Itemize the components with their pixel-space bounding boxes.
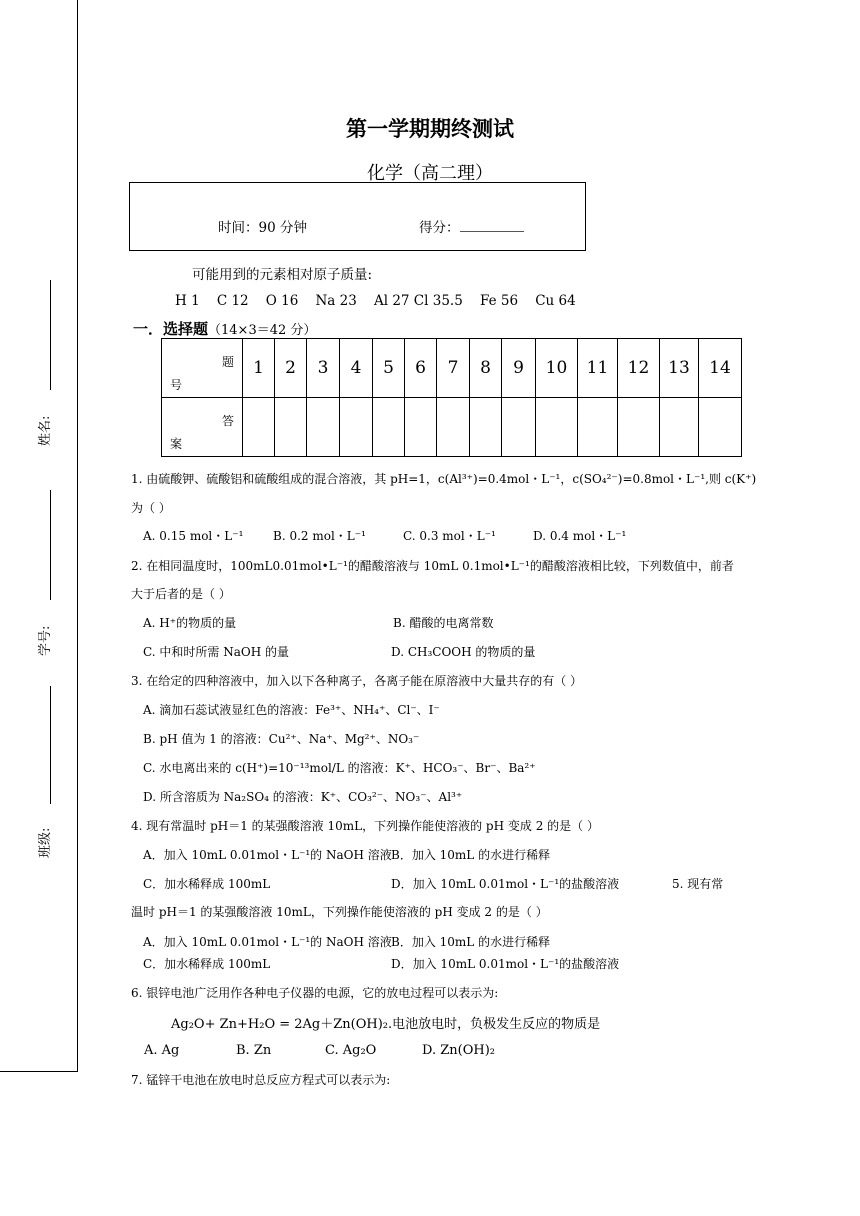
q5-stem-start: 5. 现有常 xyxy=(672,877,724,891)
q4-option-b: B．加入 10mL 的水进行稀释 xyxy=(391,848,551,862)
q4-stem: 4. 现有常温时 pH＝1 的某强酸溶液 10mL，下列操作能使溶液的 pH 变成 2 的是（ ） xyxy=(131,819,599,833)
q3-option-d: D. 所含溶质为 Na₂SO₄ 的溶液：K⁺、CO₃²⁻、NO₃⁻、Al³⁺ xyxy=(143,790,463,804)
q1-stem: 1. 由硫酸钾、硫酸铝和硫酸组成的混合溶液，其 pH=1，c(Al³⁺)=0.4mol・L⁻¹，c(SO₄²⁻)=0.8mol・L⁻¹,则 c(K⁺) xyxy=(131,472,757,486)
q5-option-d: D．加入 10mL 0.01mol・L⁻¹的盐酸溶液 xyxy=(391,957,620,971)
score-blank xyxy=(460,221,524,232)
exam-subtitle: 化学（高二理） xyxy=(367,163,493,184)
q2-option-a: A. H⁺的物质的量 xyxy=(143,616,237,630)
num-cell: 7 xyxy=(437,339,470,398)
q7-stem: 7. 锰锌干电池在放电时总反应方程式可以表示为: xyxy=(131,1073,391,1087)
q1-stem-cont: 为（ ） xyxy=(131,501,171,515)
q6-option-b: B. Zn xyxy=(236,1043,272,1058)
num-cell: 9 xyxy=(502,339,536,398)
masses-list: H 1 C 12 O 16 Na 23 Al 27 Cl 35.5 Fe 56 Cu 64 xyxy=(175,293,576,309)
q1-option-c: C. 0.3 mol・L⁻¹ xyxy=(403,529,496,543)
time-label: 时间：90 分钟 xyxy=(218,220,307,236)
id-label: 学号: xyxy=(38,625,53,656)
q1-option-a: A. 0.15 mol・L⁻¹ xyxy=(143,529,244,543)
id-blank-line xyxy=(50,490,51,600)
num-cell: 14 xyxy=(699,339,742,398)
answer-cell[interactable] xyxy=(470,398,502,457)
header-char-2: 案 xyxy=(170,437,183,451)
answer-cell[interactable] xyxy=(502,398,536,457)
q2-option-d: D. CH₃COOH 的物质的量 xyxy=(391,645,536,659)
answer-cell[interactable] xyxy=(578,398,618,457)
q2-stem-cont: 大于后者的是（ ） xyxy=(131,587,231,601)
q6-option-c: C. Ag₂O xyxy=(325,1043,377,1058)
score-label xyxy=(419,216,524,236)
num-cell: 1 xyxy=(243,339,275,398)
answer-table xyxy=(161,338,742,457)
q5-option-c: C．加水稀释成 100mL xyxy=(143,957,271,971)
q2-option-b: B. 醋酸的电离常数 xyxy=(393,616,494,630)
num-cell: 13 xyxy=(660,339,699,398)
name-blank-line xyxy=(50,280,51,390)
q4-option-a: A．加入 10mL 0.01mol・L⁻¹的 NaOH 溶液 xyxy=(143,848,392,862)
answer-cell[interactable] xyxy=(275,398,307,457)
question-number-header xyxy=(162,339,243,398)
num-cell: 4 xyxy=(340,339,373,398)
q5-option-a: A．加入 10mL 0.01mol・L⁻¹的 NaOH 溶液 xyxy=(143,935,392,949)
num-cell: 12 xyxy=(618,339,660,398)
q1-option-b: B. 0.2 mol・L⁻¹ xyxy=(273,529,366,543)
answer-header xyxy=(162,398,243,457)
q3-option-a: A. 滴加石蕊试液显红色的溶液：Fe³⁺、NH₄⁺、Cl⁻、I⁻ xyxy=(143,703,440,717)
answer-cell[interactable] xyxy=(340,398,373,457)
q1-option-d: D. 0.4 mol・L⁻¹ xyxy=(533,529,627,543)
num-cell: 3 xyxy=(307,339,340,398)
num-cell: 8 xyxy=(470,339,502,398)
q5-option-b: B．加入 10mL 的水进行稀释 xyxy=(391,935,551,949)
name-label: 姓名: xyxy=(38,415,53,446)
answer-cell[interactable] xyxy=(536,398,578,457)
header-char-1: 题 xyxy=(221,355,234,369)
header-char-1: 答 xyxy=(221,414,234,428)
section-points: （14×3＝42 分） xyxy=(208,323,317,338)
answer-cell[interactable] xyxy=(373,398,405,457)
answer-row xyxy=(162,398,742,457)
q6-option-a: A. Ag xyxy=(144,1043,180,1058)
q6-equation: Ag₂O+ Zn+H₂O = 2Ag＋Zn(OH)₂.电池放电时，负极发生反应的物质是 xyxy=(171,1017,601,1032)
q6-option-d: D. Zn(OH)₂ xyxy=(422,1043,495,1058)
exam-title: 第一学期期终测试 xyxy=(346,116,514,141)
number-row xyxy=(162,339,742,398)
class-label: 班级: xyxy=(38,827,53,858)
q2-stem: 2. 在相同温度时，100mL0.01mol•L⁻¹的醋酸溶液与 10mL 0.1mol•L⁻¹的醋酸溶液相比较，下列数值中，前者 xyxy=(131,559,734,573)
num-cell: 6 xyxy=(405,339,437,398)
section-heading: 一．选择题 xyxy=(133,320,209,338)
q2-option-c: C. 中和时所需 NaOH 的量 xyxy=(143,645,289,659)
class-blank-line xyxy=(50,686,51,804)
q5-stem: 温时 pH＝1 的某强酸溶液 10mL，下列操作能使溶液的 pH 变成 2 的是（ ） xyxy=(131,905,548,919)
q6-stem: 6. 银锌电池广泛用作各种电子仪器的电源，它的放电过程可以表示为: xyxy=(131,986,499,1000)
section-title xyxy=(133,318,316,339)
answer-cell[interactable] xyxy=(405,398,437,457)
q3-option-b: B. pH 值为 1 的溶液：Cu²⁺、Na⁺、Mg²⁺、NO₃⁻ xyxy=(143,732,420,746)
q4-option-c: C．加水稀释成 100mL xyxy=(143,877,271,891)
num-cell: 11 xyxy=(578,339,618,398)
q4-option-d: D．加入 10mL 0.01mol・L⁻¹的盐酸溶液 xyxy=(391,877,620,891)
masses-intro: 可能用到的元素相对原子质量: xyxy=(192,267,373,283)
num-cell: 2 xyxy=(275,339,307,398)
num-cell: 10 xyxy=(536,339,578,398)
answer-cell[interactable] xyxy=(699,398,742,457)
q3-stem: 3. 在给定的四种溶液中，加入以下各种离子，各离子能在原溶液中大量共存的有（ ） xyxy=(131,674,583,688)
num-cell: 5 xyxy=(373,339,405,398)
header-char-2: 号 xyxy=(170,378,183,392)
answer-cell[interactable] xyxy=(243,398,275,457)
q3-option-c: C. 水电离出来的 c(H⁺)=10⁻¹³mol/L 的溶液：K⁺、HCO₃⁻、Br⁻、Ba²⁺ xyxy=(143,761,536,775)
answer-cell[interactable] xyxy=(307,398,340,457)
score-text: 得分： xyxy=(419,220,460,236)
answer-cell[interactable] xyxy=(437,398,470,457)
answer-cell[interactable] xyxy=(660,398,699,457)
answer-cell[interactable] xyxy=(618,398,660,457)
